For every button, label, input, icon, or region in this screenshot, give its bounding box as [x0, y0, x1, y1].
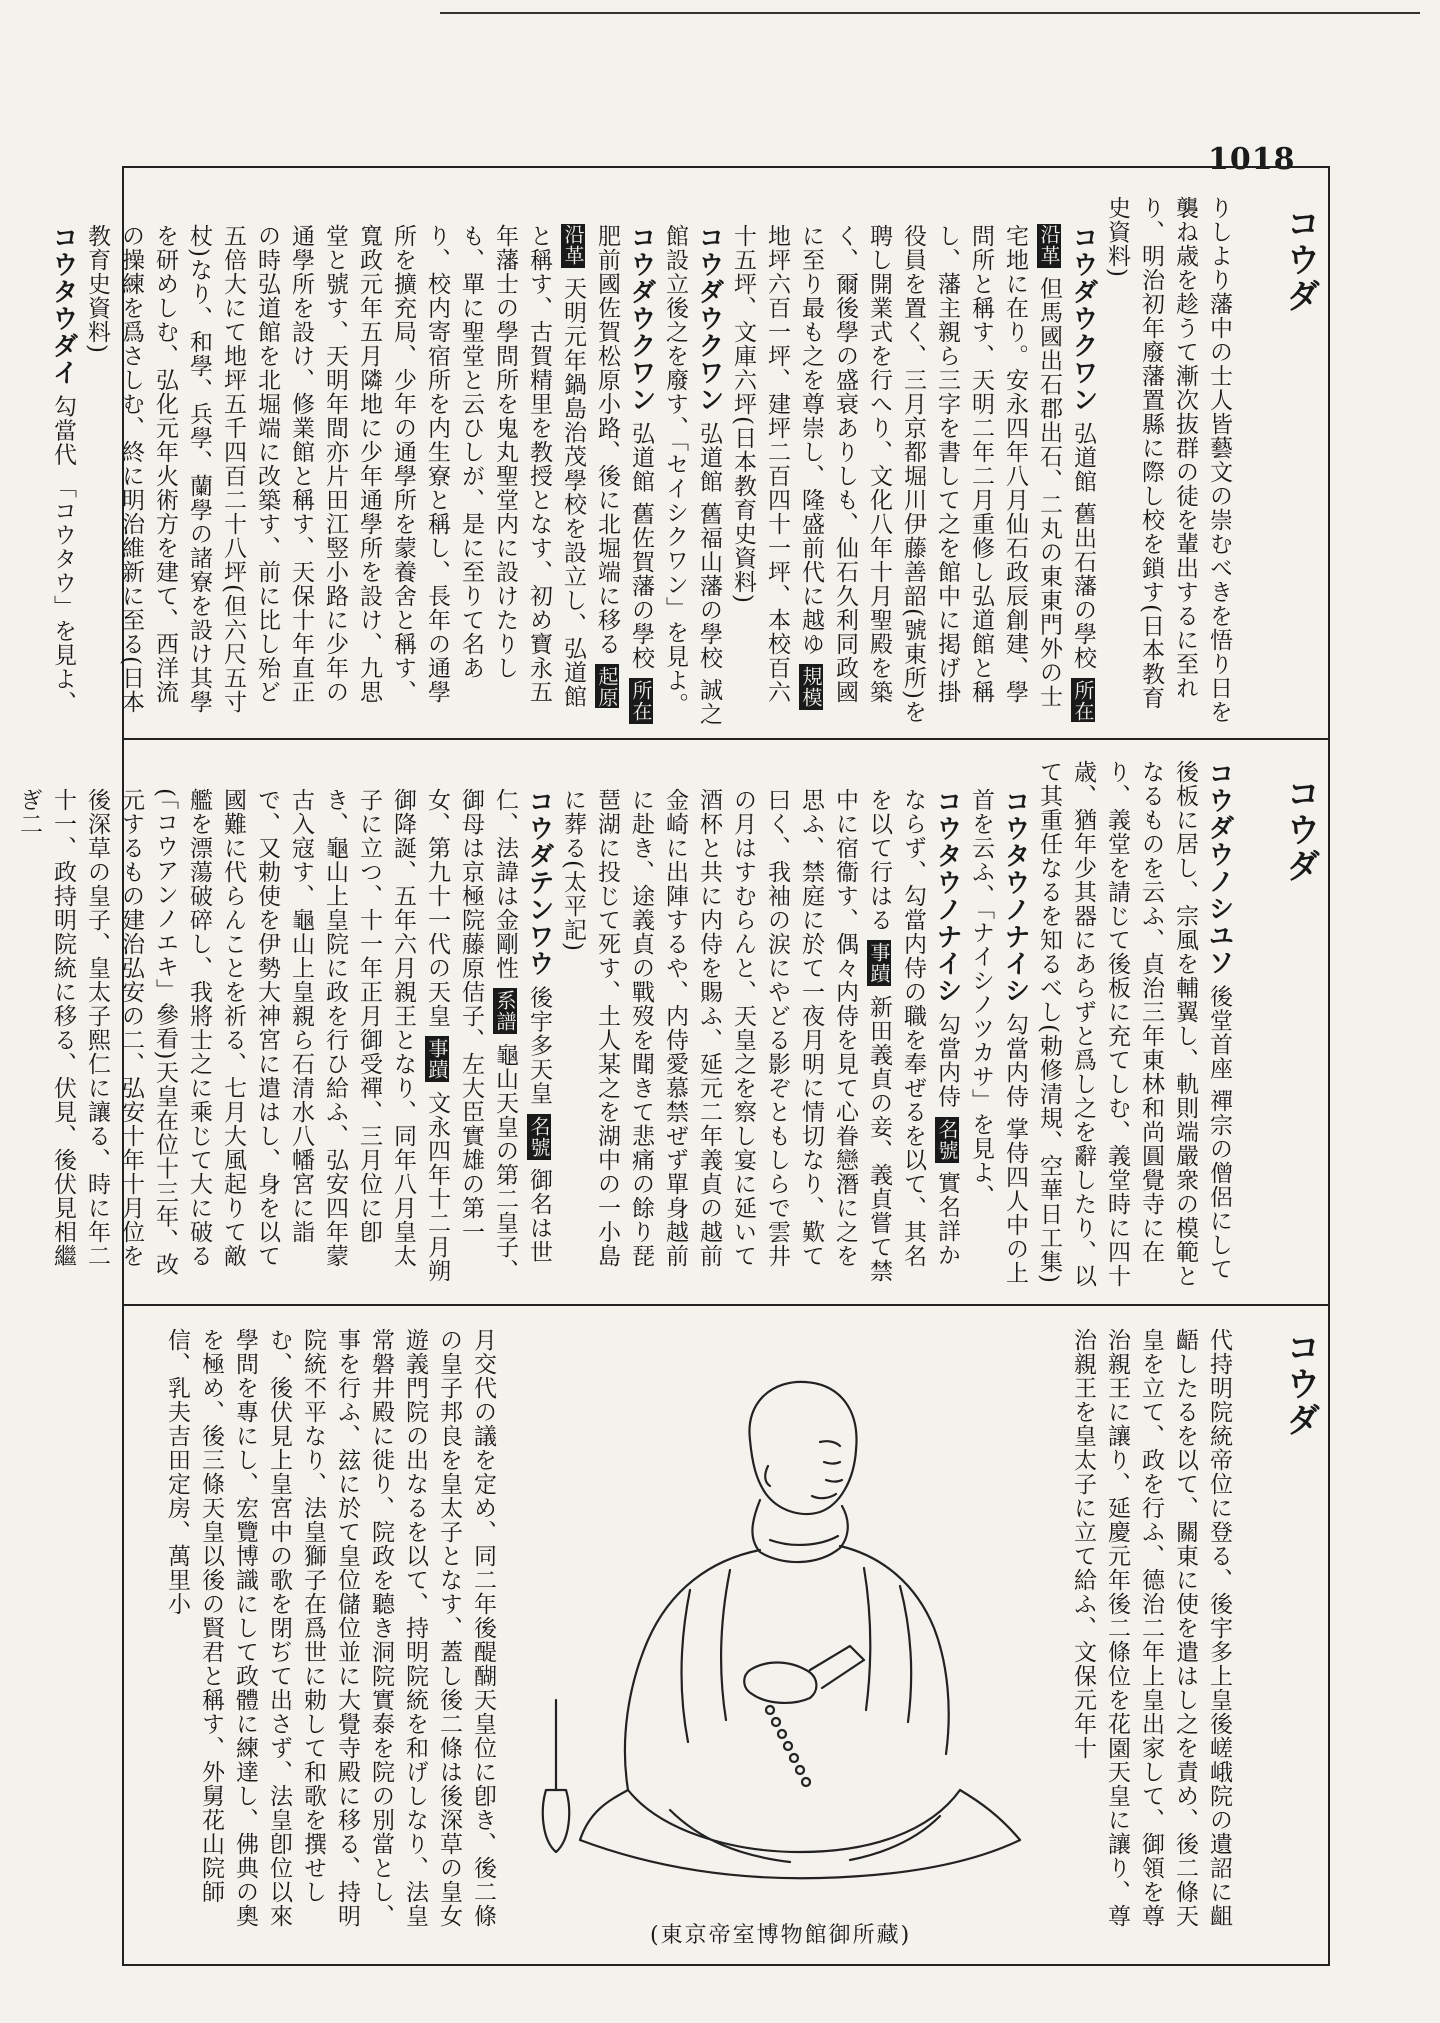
entry-text: 御名は世仁、法諱は金剛性 — [492, 788, 552, 1264]
entry-godo-shuso — [1032, 760, 1236, 1290]
entry-kodokan-izushi — [726, 224, 1100, 726]
entry-text: 月交代の議を定め、同二年後醍醐天皇位に卽き、後二條の皇子邦良を皇太子となす、蓋し後二條は後深草の皇女遊義門院の出なるを以て、持明院統を和げしなり、法皇常磐井殿に徙り、院政を聽き洞院實泰を院の別當とし、事を行ふ、玆に於て皇位儲位並に大覺寺殿に移る、持明院統不平なり、法皇獅子在爲世に勅して和歌を撰せしむ、後伏見上皇宮中の歌を閉ぢて出さず、法皇卽位以來學問を專にし、宏覽博識にして政體に練達し、佛典の奧を極め、後三條天皇以後の賢君と稱す、外舅花山院師信、乳夫吉田定房、萬里小 — [164, 1328, 496, 1928]
entry-tag: 名號 — [527, 1115, 551, 1158]
entry-text: 地坪六百一坪、建坪二百四十一坪、本校百六十五坪、文庫六坪(日本教育史資料) — [730, 224, 790, 704]
section-2-text — [16, 760, 1236, 1290]
portrait-figure-illustration — [520, 1370, 1040, 1910]
section-divider — [122, 1304, 1330, 1306]
entry-kanji: 後堂首座 — [1206, 984, 1232, 1081]
entry-text: 龜山天皇の第二皇子、御母は京極院藤原佶子、左大臣實雄の第一女、第九十一代の天皇 — [424, 788, 518, 1283]
section-1-text — [48, 196, 1236, 726]
side-label-2: コウダ — [1280, 776, 1320, 884]
entry-heading: コウダウクワン — [694, 224, 724, 413]
figure-caption: (東京帝室博物館御所藏) — [650, 1923, 912, 1948]
entry-tag: 系譜 — [493, 990, 517, 1033]
entry-heading: コウダテンワウ — [524, 788, 554, 977]
entry-note: 禪宗の僧侶にして後板に居し、宗風を輔翼し、軌則端嚴衆の模範となるものを云ふ、貞治三年東林和尚圓覺寺に在り、義堂を請じて後板に充てしむ、義堂時に四十歳、猶年少其器にあらずと爲し之を辭したり、以て其重任なるを知るべし(勅修清規、空華日工集) — [1036, 760, 1232, 1288]
entry-text: 新田義貞の妾、義貞嘗て禁中に宿衞す、偶々内侍を見て心眷戀潛に之を思ふ、禁庭に於て一夜月明に情切なり、歎て曰く、我袖の涙にやどる影ぞともしらで雲井の月はすむらんと、天皇之を察し宴に延いて酒杯と共に内侍を賜ふ、延元二年義貞の越前金崎に出陣するや、内侍愛慕禁ぜず單身越前に赴き、途義貞の戰歿を聞きて悲痛の餘り琵琶湖に投じて死す、土人某之を湖中の一小島に葬る(太平記) — [560, 788, 892, 1283]
entry-kanji: 勾當内侍 — [934, 1012, 960, 1109]
entry-text: 肥前國佐賀松原小路、後に北堀端に移る — [594, 224, 620, 656]
entry-tag: 規模 — [799, 666, 823, 709]
entry-kanji: 弘道館 — [696, 421, 722, 494]
entry-text: りしより藩中の士人皆藝文の崇むべきを悟り日を襲ね歳を趁うて漸次抜群の徒を輩出するに至れり、明治初年廢藩置縣に際し校を鎖す(日本教育史資料) — [1104, 196, 1232, 724]
entry-koto-naishi-2 — [556, 788, 964, 1290]
entry-text: 但馬國出石郡出石、二丸の東東門外の士宅地に在り。安永四年八月仙石政辰創建、學問所と稱す、天明二年二月重修し弘道館と稱し、藩主親ら三字を書して之を館中に掲げ掛役員を置く、三月京都堀川伊藤善韶(號東所)を聘し開業式を行へり、文化八年十月聖殿を築く、爾後學の盛衰ありしも、仙石久利同政國に至り最も之を尊崇し、隆盛前代に越ゆ — [798, 224, 1062, 724]
entry-kodokan-saga — [80, 224, 658, 726]
entry-heading: コウタウノナイシ — [932, 788, 962, 1004]
section-3-left-text — [140, 1328, 500, 1948]
entry-heading: コウタウノナイシ — [1000, 788, 1030, 1004]
section-divider — [122, 738, 1330, 740]
side-label-3: コウダ — [1280, 1330, 1320, 1438]
entry-kanji: 弘道館 — [1070, 421, 1096, 494]
entry-kotodai — [46, 224, 80, 726]
entry-text: 文永四年十二月朔御降誕、五年六月親王となり、同年八月皇太子に立つ、十一年正月御受禪、三月位に卽き、龜山上皇院に政を行ひ給ふ、弘安四年蒙古入寇す、龜山上皇親ら石清水八幡宮に詣で、又勅使を伊勢大神宮に遣はし、身を以て國難に代らんことを祈る、七月大風起りて敵艦を漂蕩破碎し、我將士之に乘じて大に破る(「コウアンノエキ」參看)天皇在位十三年、改元するもの建治弘安の二、弘安十年十月位を後深草の皇子、皇太子熙仁に讓る、時に年二十一、政持明院統に移る、伏見、後伏見相繼ぎ二 — [16, 788, 450, 1283]
entry-tag: 事蹟 — [425, 1038, 449, 1081]
section-3-right-text — [1050, 1328, 1236, 1948]
entry-note: 掌侍四人中の上首を云ふ、「ナイシノツカサ」を見よ、 — [968, 788, 1028, 1285]
entry-note: 舊出石藩の學校 — [1070, 501, 1096, 670]
entry-text: 「コウタウ」を見よ、 — [50, 474, 76, 715]
entry-tag: 名號 — [935, 1118, 959, 1161]
entry-tag: 所在 — [629, 679, 653, 722]
entry-kanji: 後宇多天皇 — [526, 985, 552, 1106]
entry-kanji: 勾當代 — [50, 394, 76, 467]
entry-heading: コウタウダイ — [48, 224, 78, 386]
entry-text: 代持明院統帝位に登る、後宇多上皇後嵯峨院の遺詔に齟齬したるを以て、關東に使を遣はし之を責め、後二條天皇を立て、政を行ふ、德治二年上皇出家して、御領を尊治親王に讓り、延慶元年後二條位を花園天皇に讓り、尊治親王を皇太子に立て給ふ、文保元年十 — [1070, 1328, 1232, 1928]
entry-kanji: 弘道館 — [628, 421, 654, 494]
entry-text: 實名詳かならず、勾當内侍の職を奉ぜるを以て、其名を以て行はる — [866, 788, 960, 1268]
entry-kanji: 勾當内侍 — [1002, 1012, 1028, 1109]
entry-koto-naishi-1 — [964, 788, 1032, 1290]
entry-tag: 事蹟 — [867, 942, 891, 985]
entry-tag: 所在沿革 — [1037, 224, 1095, 722]
entry-gouda-tenno — [12, 788, 556, 1290]
side-label-1: コウダ — [1280, 206, 1320, 314]
entry-heading: コウダウクワン — [1068, 224, 1098, 413]
entry-tag: 起原沿革 — [561, 224, 619, 709]
entry-note: 舊福山藩の學校 — [696, 501, 722, 670]
entry-note: 舊佐賀藩の學校 — [628, 501, 654, 670]
page-number: 1018 — [1208, 142, 1296, 177]
entry-heading: コウダウノシユソ — [1204, 760, 1234, 976]
entry-heading: コウダウクワン — [626, 224, 656, 413]
top-rule — [440, 12, 1420, 14]
entry-text: 誠之館設立後之を廢す、「セイシクワン」を見よ。 — [662, 224, 722, 726]
entry-kodokan-fukuyama — [658, 224, 726, 726]
entry-text: 天明元年鍋島治茂學校を設立し、弘道館と稱す、古賀精里を教授となす、初め寶永五年藩士の學問所を鬼丸聖堂内に設けたりしも、單に聖堂と云ひしが、是に至りて名あり、校内寄宿所を内生寮と稱し、長年の通學所を擴充局、少年の通學所を蒙養舍と稱す、寬政元年五月隣地に少年通學所を設け、九思堂と號す、天明年間亦片田江竪小路に少年の通學所を設け、修業館と稱す、天保十年直正の時弘道館を北堀端に改築す、前に比し殆ど五倍大にて地坪五千四百二十八坪(但六尺五寸杖)なり、和學、兵學、蘭學の諸寮を設け其學を研めしむ、弘化元年火術方を建て、西洋流の操練を爲さしむ、終に明治維新に至る(日本教育史資料) — [84, 224, 586, 714]
